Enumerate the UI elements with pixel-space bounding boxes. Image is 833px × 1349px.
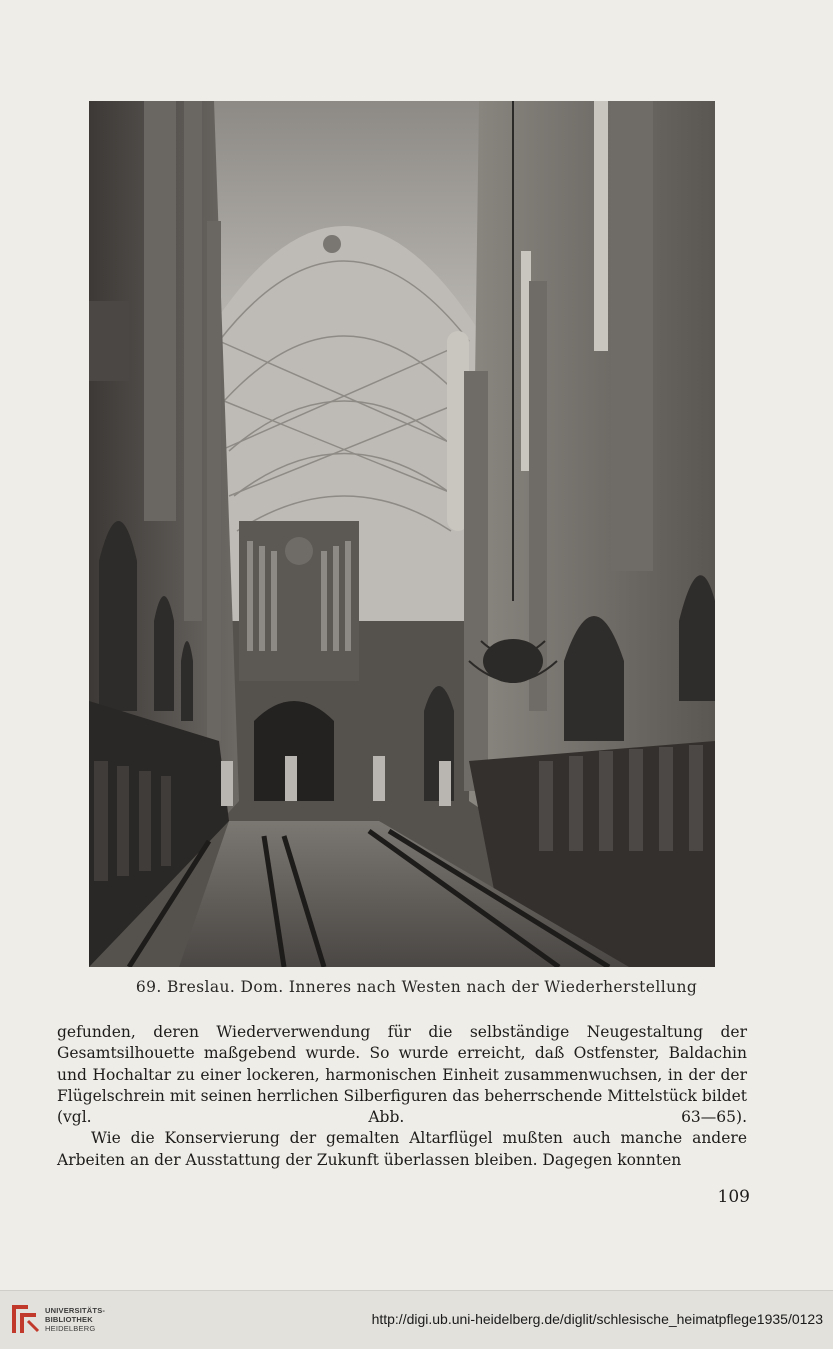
- source-url-link[interactable]: http://digi.ub.uni-heidelberg.de/diglit/schlesische_heimatpflege1935/0123: [371, 1311, 823, 1327]
- library-logo[interactable]: [8, 1297, 118, 1341]
- page-number: 109: [717, 1187, 750, 1207]
- paragraph: Wie die Konservierung der gemalten Altarflügel mußten auch manche andere Arbeiten an der Ausstattung der Zukunft überlassen bleiben. Dagegen konnten: [57, 1129, 747, 1169]
- cathedral-interior-image: [89, 101, 715, 967]
- body-text: [57, 1022, 747, 1171]
- figure-caption: 69. Breslau. Dom. Inneres nach Westen nach der Wiederherstellung: [135, 978, 698, 996]
- logo-line: UNIVERSITÄTS-: [45, 1305, 106, 1315]
- logo-line: BIBLIOTHEK: [45, 1314, 93, 1324]
- viewer-footer: [0, 1290, 833, 1349]
- ub-heidelberg-logo-icon: [8, 1301, 40, 1337]
- cathedral-interior-photo: [89, 101, 715, 967]
- logo-line: HEIDELBERG: [45, 1323, 96, 1333]
- logo-text: [45, 1306, 105, 1333]
- paragraph: gefunden, deren Wiederverwendung für die selbständige Neugestaltung der Gesamtsilhouette maßgebend wurde. So wurde erreicht, daß Ostfenster, Baldachin und Hochaltar zu einer lockeren, harmonischen Einheit zusammenwuchsen, in der der Flügelschrein mit seinen herrlichen Silberfiguren das beherrschende Mittelstück bildet (vgl. Abb. 63—65).: [57, 1023, 747, 1127]
